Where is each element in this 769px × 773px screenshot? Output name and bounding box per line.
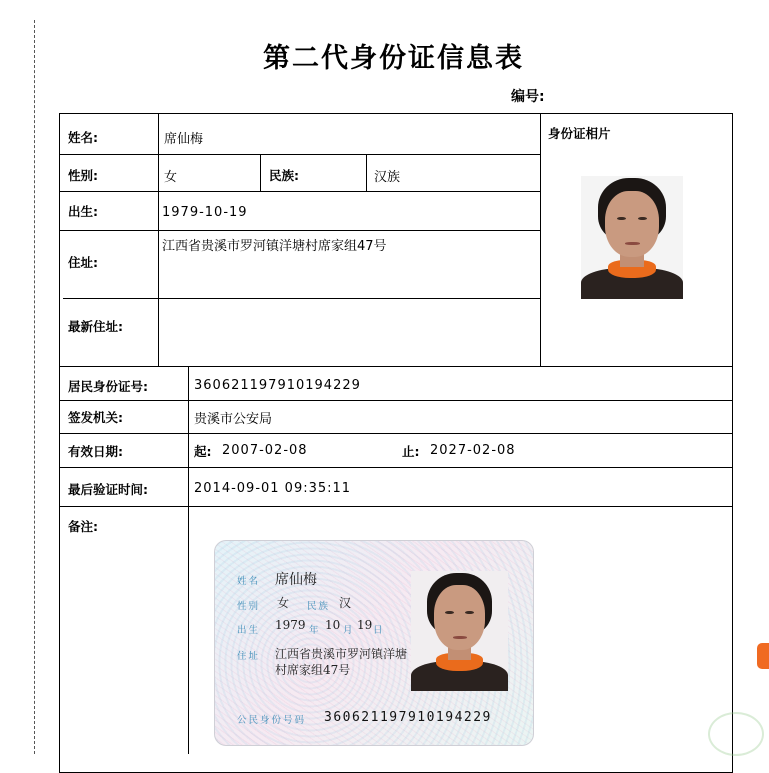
cut-line [34, 20, 35, 754]
row-divider [59, 230, 540, 231]
col-divider [188, 366, 189, 754]
valid-from-label: 起: [194, 444, 212, 459]
gender-label: 性别: [68, 168, 98, 183]
card-birth-year: 1979 [275, 618, 306, 632]
address-label: 住址: [68, 255, 98, 270]
last-verified-label: 最后验证时间: [68, 482, 148, 497]
page-title: 第二代身份证信息表 [263, 43, 524, 74]
row-divider [59, 467, 733, 468]
card-ethnicity-value: 汉 [339, 596, 352, 610]
valid-to-value: 2027-02-08 [430, 443, 516, 458]
gender-value: 女 [164, 170, 178, 185]
card-id-label: 公民身份号码 [237, 715, 307, 726]
card-year-label: 年 [309, 625, 321, 636]
card-day-label: 日 [373, 625, 385, 636]
card-gender-label: 性别 [237, 601, 261, 612]
card-address-line1: 江西省贵溪市罗河镇洋塘 [275, 647, 408, 661]
side-toolbar-icon[interactable] [757, 643, 769, 669]
birth-value: 1979-10-19 [162, 205, 248, 220]
row-divider [59, 400, 733, 401]
validity-label: 有效日期: [68, 444, 123, 459]
card-address-line2: 村席家组47号 [275, 663, 351, 677]
name-value: 席仙梅 [164, 132, 204, 147]
card-birth-month: 10 [325, 618, 341, 632]
address-value: 江西省贵溪市罗河镇洋塘村席家组47号 [162, 239, 387, 254]
col-divider [158, 113, 159, 366]
row-divider [59, 433, 733, 434]
card-month-label: 月 [343, 625, 355, 636]
col-divider [260, 154, 261, 191]
remarks-label: 备注: [68, 519, 98, 534]
col-divider [540, 113, 541, 366]
birth-label: 出生: [68, 204, 98, 219]
card-birth-day: 19 [357, 618, 373, 632]
card-gender-value: 女 [277, 596, 290, 610]
ethnicity-label: 民族: [269, 168, 299, 183]
card-birth-label: 出生 [237, 625, 261, 636]
card-ethnicity-label: 民族 [307, 601, 331, 612]
id-number-value: 360621197910194229 [194, 378, 361, 393]
name-label: 姓名: [68, 130, 98, 145]
ethnicity-value: 汉族 [374, 170, 401, 185]
watermark-logo [708, 712, 764, 756]
row-divider [59, 154, 540, 155]
latest-address-label: 最新住址: [68, 319, 123, 334]
row-divider [59, 366, 733, 367]
valid-from-value: 2007-02-08 [222, 443, 308, 458]
card-id-number: 360621197910194229 [324, 710, 492, 725]
id-photo [581, 176, 683, 299]
id-number-label: 居民身份证号: [68, 379, 148, 394]
photo-label: 身份证相片 [548, 126, 611, 141]
row-divider [59, 506, 733, 507]
card-name-value: 席仙梅 [275, 572, 317, 588]
row-divider [59, 191, 540, 192]
card-address-label: 住址 [237, 651, 261, 662]
number-label: 编号: [511, 89, 545, 105]
issuer-label: 签发机关: [68, 410, 123, 425]
issuer-value: 贵溪市公安局 [194, 412, 273, 427]
card-name-label: 姓名 [237, 576, 261, 587]
last-verified-value: 2014-09-01 09:35:11 [194, 481, 352, 496]
card-photo [411, 571, 508, 691]
valid-to-label: 止: [402, 444, 420, 459]
row-divider [63, 298, 540, 299]
col-divider [366, 154, 367, 191]
